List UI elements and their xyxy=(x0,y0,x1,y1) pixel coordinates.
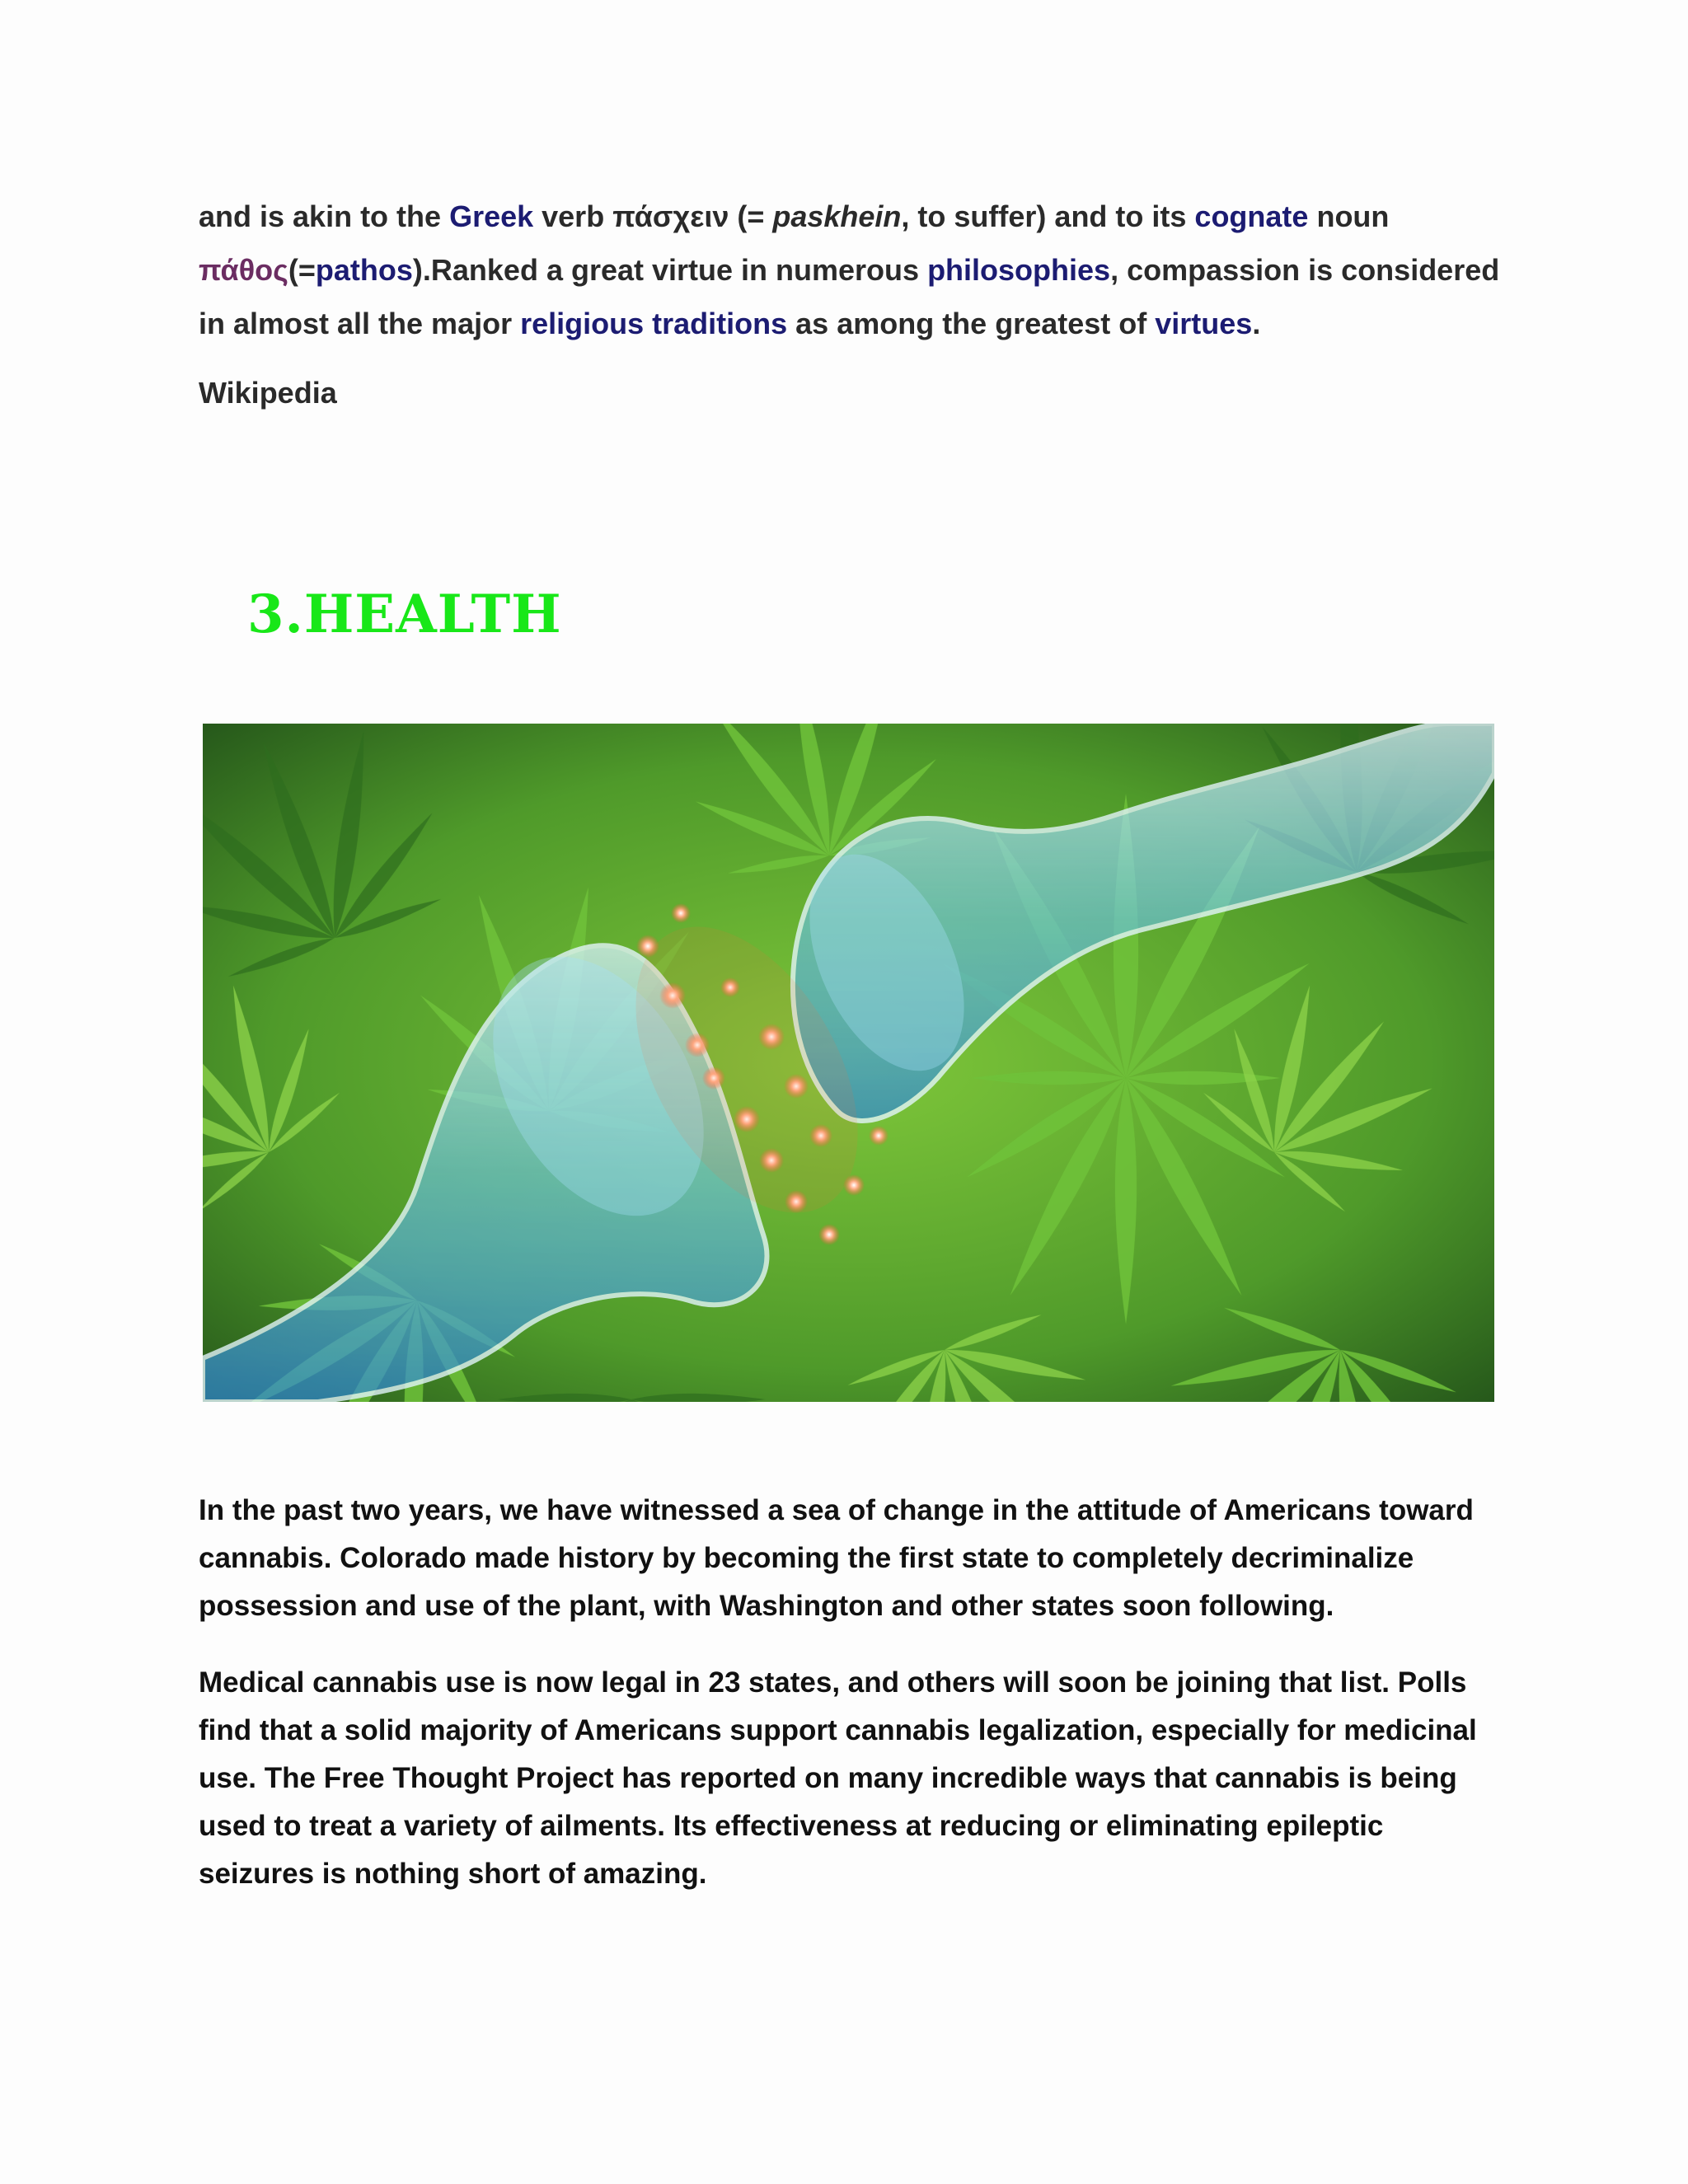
intro-text: noun xyxy=(1308,199,1390,233)
link-pathos[interactable]: pathos xyxy=(315,253,413,287)
section-number: 3. xyxy=(247,583,304,645)
link-philosophies[interactable]: philosophies xyxy=(927,253,1111,287)
link-cognate[interactable]: cognate xyxy=(1194,199,1309,233)
intro-text: , to suffer) and to its xyxy=(901,199,1195,233)
intro-text: as among the greatest of xyxy=(787,307,1156,340)
intro-paragraph xyxy=(199,190,1501,350)
source-attribution: Wikipedia xyxy=(199,376,337,410)
intro-text: verb πάσχειν (= xyxy=(533,199,773,233)
illustration-svg xyxy=(203,724,1494,1402)
section-title: HEALTH xyxy=(303,583,562,645)
intro-text: . xyxy=(1252,307,1261,340)
intro-text: ).Ranked a great virtue in numerous xyxy=(412,253,928,287)
link-religious-traditions[interactable]: religious traditions xyxy=(520,307,788,340)
body-paragraph-1: In the past two years, we have witnessed a sea of change in the attitude of Americans toward cannabis. Colorado made history by becoming the first state to completely decriminalize possession and use of the plant, with Washington and other states soon following. xyxy=(199,1494,1474,1622)
intro-text: (= xyxy=(288,253,316,287)
intro-text: and is akin to the xyxy=(199,199,450,233)
intro-text: , compassion is considered in almost all the major xyxy=(199,253,1500,340)
synapse-cannabis-illustration xyxy=(203,724,1494,1402)
link-virtues[interactable]: virtues xyxy=(1155,307,1253,340)
section-heading xyxy=(247,582,562,648)
body-paragraph-2: Medical cannabis use is now legal in 23 states, and others will soon be joining that list. Polls find that a solid majority of Americans support cannabis legalization, especially for medicinal use. The Free Thought Project has reported on many incredible ways that cannabis is being used to treat a variety of ailments. Its effectiveness at reducing or eliminating epileptic seizures is nothing short of amazing. xyxy=(199,1666,1477,1890)
link-greek[interactable]: Greek xyxy=(449,199,534,233)
term-paskhein: paskhein xyxy=(772,199,902,233)
link-pathos-greek[interactable]: πάθος xyxy=(199,253,288,287)
